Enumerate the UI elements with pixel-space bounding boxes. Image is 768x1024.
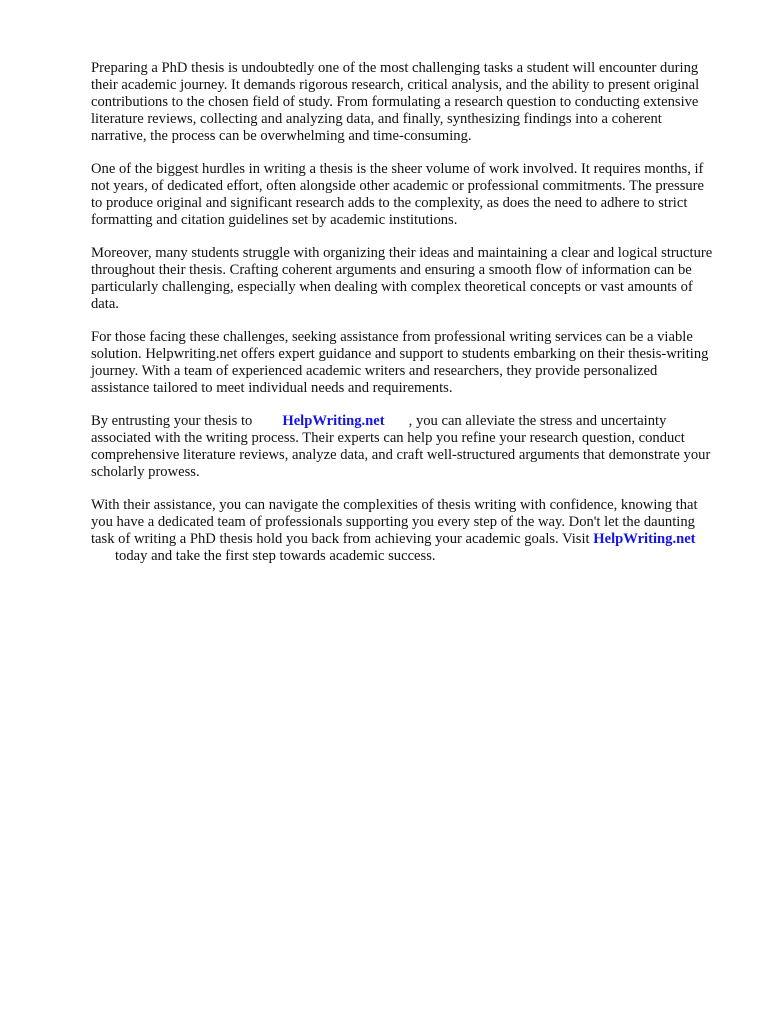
paragraph-entrusting-lead: By entrusting your thesis to: [91, 413, 253, 429]
paragraph-closing-tail: today and take the first step towards academic success.: [115, 548, 436, 564]
helpwriting-link[interactable]: HelpWriting.net: [282, 413, 385, 429]
paragraph-intro: Preparing a PhD thesis is undoubtedly one of the most challenging tasks a student will encounter during their academic journey. It demands rigorous research, critical analysis, and the ability to present original contributions to the chosen field of study. From formulating a research question to conducting extensive literature reviews, collecting and analyzing data, and finally, synthesizing findings into a coherent narrative, the process can be overwhelming and time-consuming.: [91, 60, 700, 144]
paragraph-closing: [91, 497, 713, 565]
paragraph-services: For those facing these challenges, seeking assistance from professional writing services can be a viable solution. Helpwriting.net offers expert guidance and support to students embarking on their thesis-writing journey. With a team of experienced academic writers and researchers, they provide personalized assistance tailored to meet individual needs and requirements.: [91, 329, 709, 396]
paragraph-hurdles: One of the biggest hurdles in writing a thesis is the sheer volume of work involved. It requires months, if not years, of dedicated effort, often alongside other academic or professional commitments. The pressure to produce original and significant research adds to the complexity, as does the need to adhere to strict formatting and citation guidelines set by academic institutions.: [91, 161, 705, 228]
helpwriting-link-visit[interactable]: HelpWriting.net: [593, 531, 696, 547]
document-page: [91, 60, 713, 581]
paragraph-structure: Moreover, many students struggle with organizing their ideas and maintaining a clear and logical structure throughout their thesis. Crafting coherent arguments and ensuring a smooth flow of information can be particularly challenging, especially when dealing with complex theoretical concepts or vast amounts of data.: [91, 245, 713, 312]
paragraph-closing-lead: With their assistance, you can navigate the complexities of thesis writing with confidence, knowing that you have a dedicated team of professionals supporting you every step of the way. Don't let the daunting task of writing a PhD thesis hold you back from achieving your academic goals. Visit: [91, 497, 698, 547]
paragraph-entrusting-tail: , you can alleviate the stress and uncertainty associated with the writing process. Their experts can help you refine your research question, conduct comprehensive literature reviews, analyze data, and craft well-structured arguments that demonstrate your scholarly prowess.: [91, 413, 711, 480]
paragraph-entrusting: [91, 413, 713, 481]
